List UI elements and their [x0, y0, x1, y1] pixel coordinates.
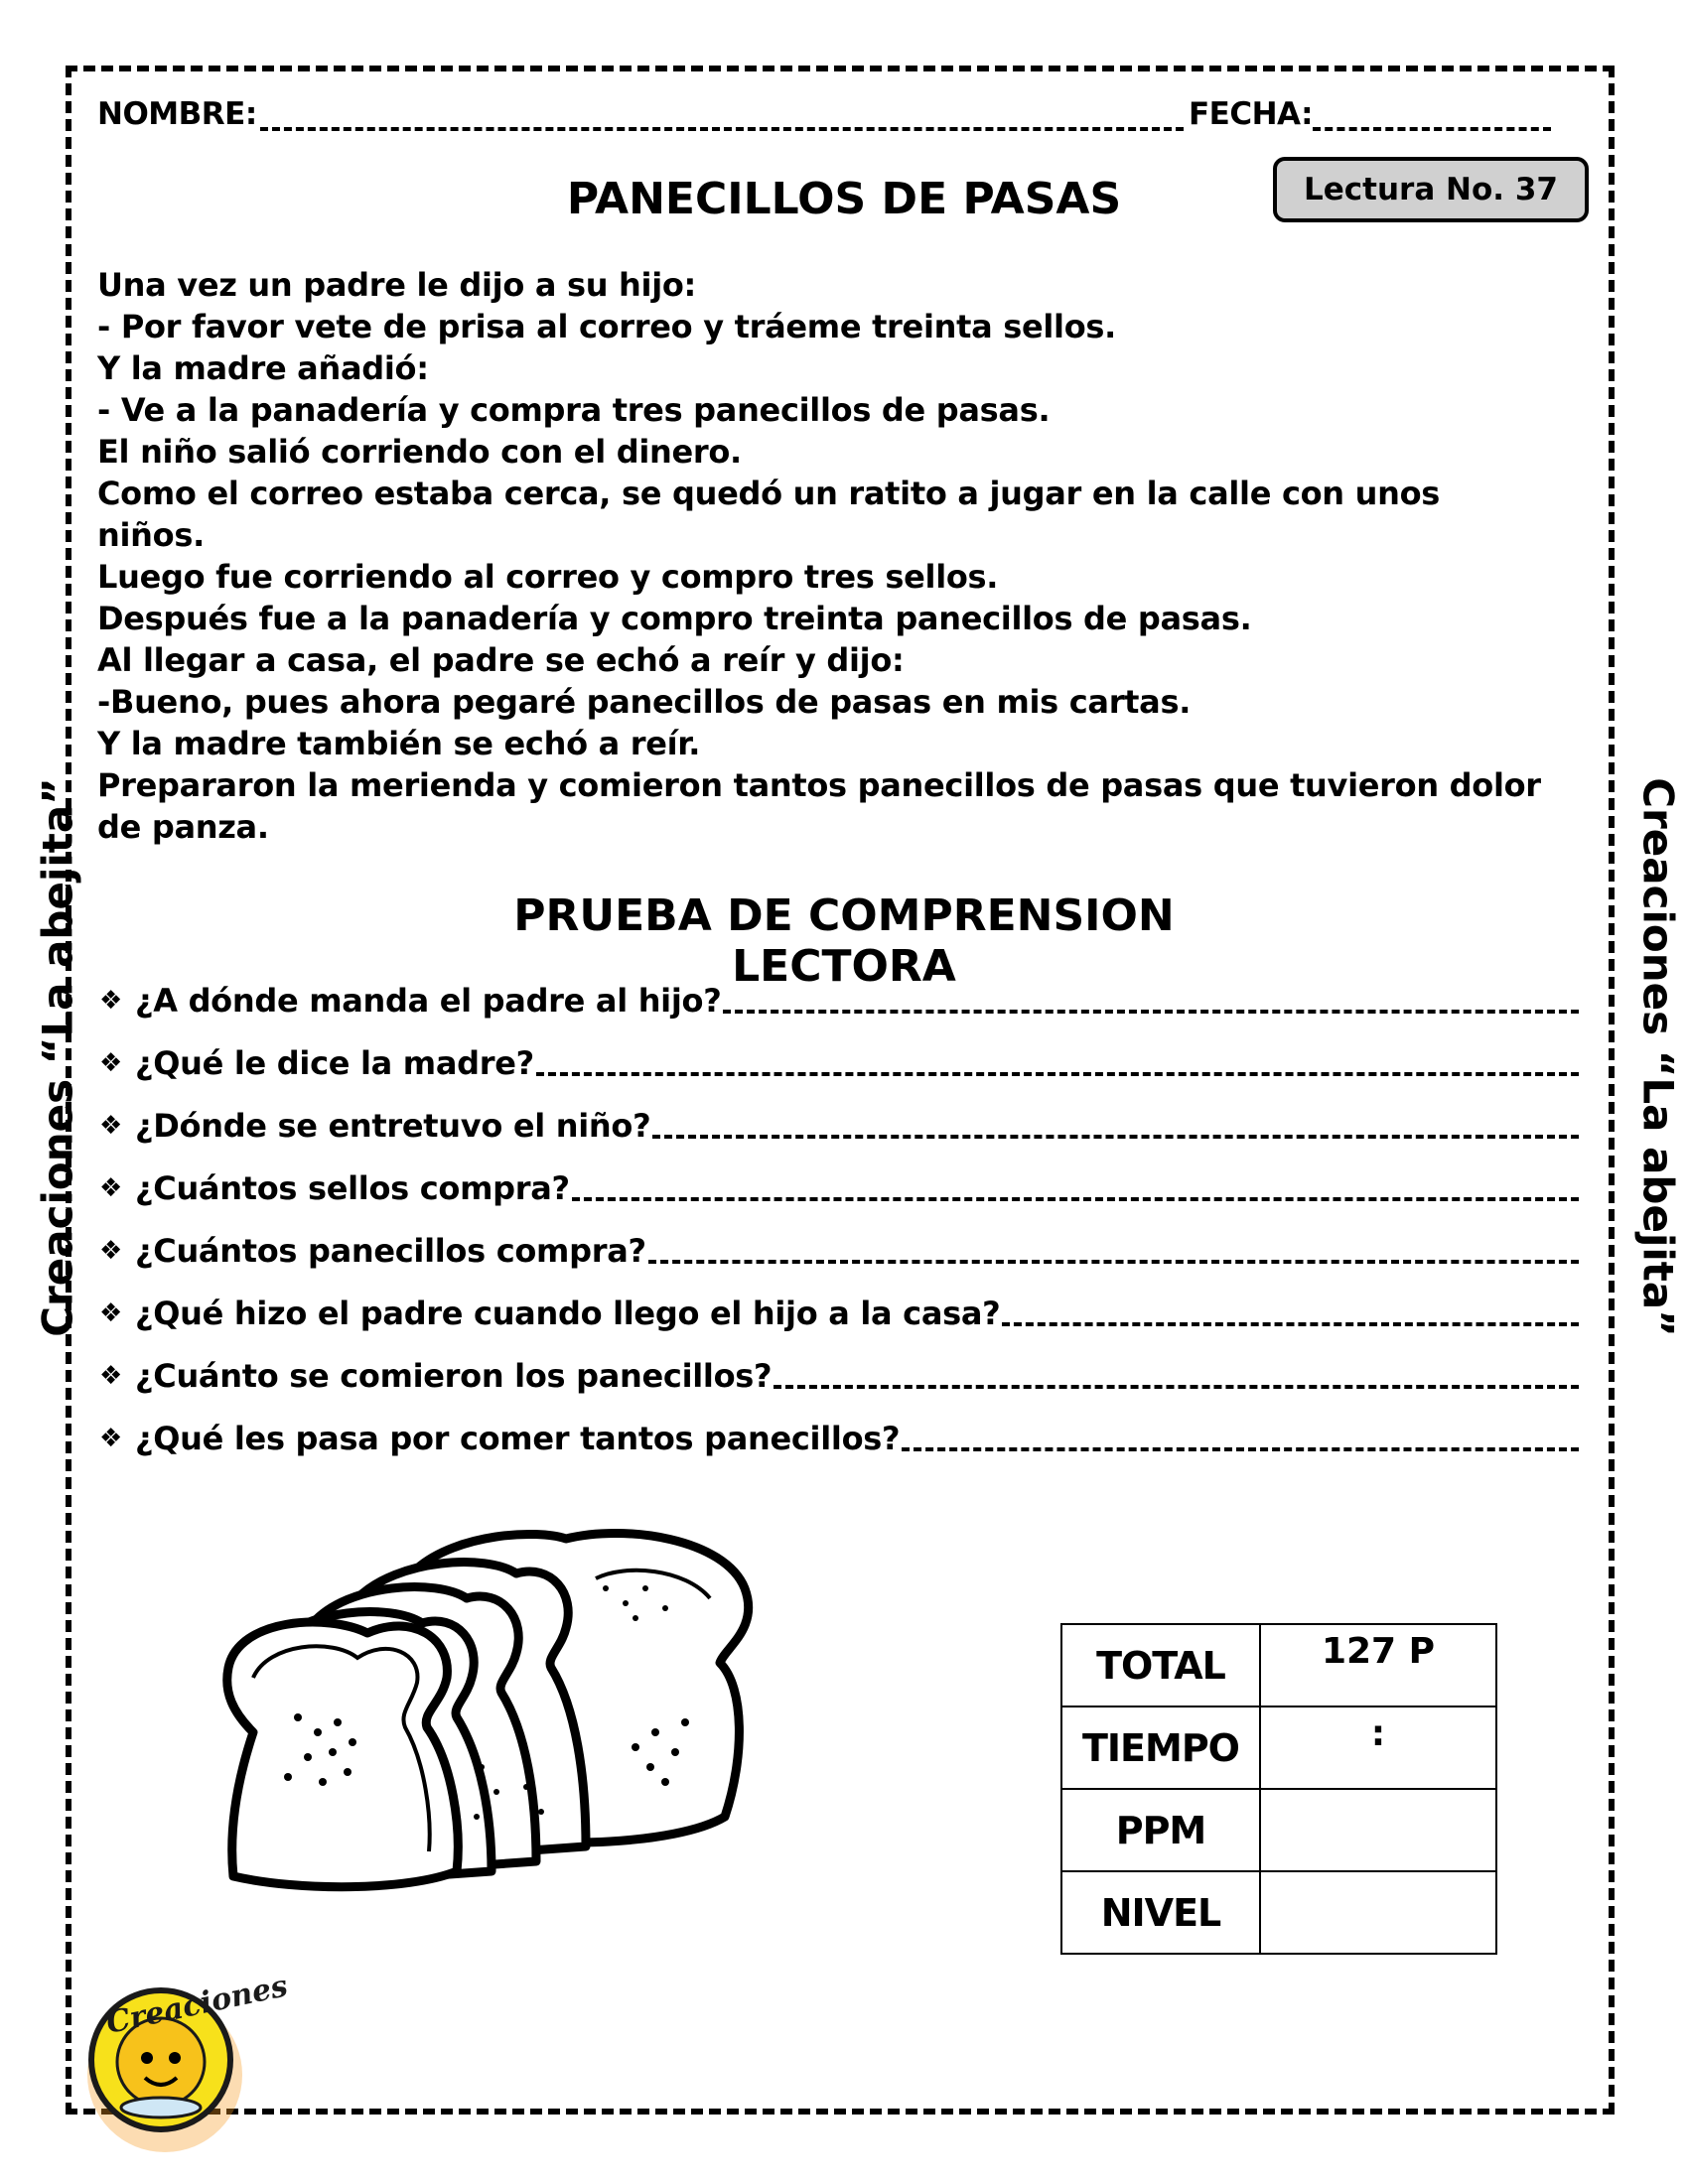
question-text: ¿Qué le dice la madre?	[135, 1044, 534, 1082]
answer-line[interactable]	[648, 1260, 1579, 1264]
story-line: Al llegar a casa, el padre se echó a reír y dijo:	[97, 641, 905, 679]
story-line: Como el correo estaba cerca, se quedó un ratito a jugar en la calle con unos	[97, 475, 1441, 512]
question-text: ¿Cuántos sellos compra?	[135, 1169, 570, 1207]
story-line: Y la madre también se echó a reír.	[97, 725, 701, 762]
score-table	[1060, 1623, 1497, 1955]
story-text	[97, 264, 1587, 848]
question-text: ¿Qué hizo el padre cuando llego el hijo a la casa?	[135, 1295, 1001, 1332]
question-text: ¿Qué les pasa por comer tantos panecillos?	[135, 1420, 901, 1457]
answer-line[interactable]	[536, 1072, 1579, 1076]
quiz-title: PRUEBA DE COMPRENSION LECTORA	[513, 890, 1175, 992]
answer-line[interactable]	[652, 1135, 1579, 1139]
diamond-bullet-icon: ❖	[99, 1048, 123, 1078]
logo-text: Creaciones	[102, 1969, 291, 2042]
story-line: Y la madre añadió:	[97, 349, 429, 387]
score-label: NIVEL	[1061, 1871, 1260, 1954]
question-row	[99, 1165, 1579, 1211]
question-text: ¿Cuánto se comieron los panecillos?	[135, 1357, 773, 1395]
question-text: ¿A dónde manda el padre al hijo?	[135, 982, 722, 1020]
nombre-field[interactable]	[260, 127, 1184, 131]
diamond-bullet-icon: ❖	[99, 1111, 123, 1141]
story-line: Después fue a la panadería y compro treinta panecillos de pasas.	[97, 600, 1252, 637]
answer-line[interactable]	[774, 1385, 1579, 1389]
page-title: PANECILLOS DE PASAS	[566, 174, 1122, 224]
story-line: Luego fue corriendo al correo y compro tres sellos.	[97, 558, 999, 596]
question-text: ¿Dónde se entretuvo el niño?	[135, 1107, 651, 1145]
question-row	[99, 1353, 1579, 1399]
question-row	[99, 1291, 1579, 1336]
score-value[interactable]	[1260, 1871, 1496, 1954]
answer-line[interactable]	[572, 1197, 1579, 1201]
question-row	[99, 1040, 1579, 1086]
diamond-bullet-icon: ❖	[99, 1173, 123, 1203]
answer-line[interactable]	[902, 1447, 1579, 1451]
story-line: -Bueno, pues ahora pegaré panecillos de pasas en mis cartas.	[97, 683, 1192, 721]
answer-line[interactable]	[1002, 1322, 1579, 1326]
diamond-bullet-icon: ❖	[99, 1424, 123, 1453]
diamond-bullet-icon: ❖	[99, 1361, 123, 1391]
diamond-bullet-icon: ❖	[99, 986, 123, 1016]
score-row-tiempo	[1061, 1706, 1496, 1789]
story-line: El niño salió corriendo con el dinero.	[97, 433, 742, 471]
score-label: PPM	[1061, 1789, 1260, 1871]
fecha-field[interactable]	[1313, 127, 1551, 131]
bee-logo	[77, 1969, 291, 2159]
score-value[interactable]: 127 P	[1260, 1624, 1496, 1706]
score-value[interactable]: :	[1260, 1706, 1496, 1789]
question-row	[99, 978, 1579, 1024]
score-row-total	[1061, 1624, 1496, 1706]
score-row-nivel	[1061, 1871, 1496, 1954]
score-row-ppm	[1061, 1789, 1496, 1871]
diamond-bullet-icon: ❖	[99, 1298, 123, 1328]
question-row	[99, 1416, 1579, 1461]
score-value[interactable]	[1260, 1789, 1496, 1871]
story-line: de panza.	[97, 808, 269, 846]
diamond-bullet-icon: ❖	[99, 1236, 123, 1266]
nombre-label: NOMBRE:	[97, 96, 257, 132]
story-line: - Ve a la panadería y compra tres panecillos de pasas.	[97, 391, 1051, 429]
score-label: TIEMPO	[1061, 1706, 1260, 1789]
story-line: niños.	[97, 516, 205, 554]
story-line: Una vez un padre le dijo a su hijo:	[97, 266, 697, 304]
story-line: Prepararon la merienda y comieron tantos panecillos de pasas que tuvieron dolor	[97, 766, 1541, 804]
lectura-badge: Lectura No. 37	[1273, 157, 1589, 222]
side-credit-left: Creaciones “La abejita”	[33, 777, 82, 1337]
question-row	[99, 1103, 1579, 1149]
side-credit-right: Creaciones “La abejita”	[1633, 777, 1683, 1337]
story-line: - Por favor vete de prisa al correo y tráeme treinta sellos.	[97, 308, 1117, 345]
bread-slices-illustration	[209, 1519, 765, 1896]
answer-line[interactable]	[723, 1010, 1579, 1014]
fecha-label: FECHA:	[1189, 96, 1314, 132]
question-row	[99, 1228, 1579, 1274]
score-label: TOTAL	[1061, 1624, 1260, 1706]
question-text: ¿Cuántos panecillos compra?	[135, 1232, 646, 1270]
